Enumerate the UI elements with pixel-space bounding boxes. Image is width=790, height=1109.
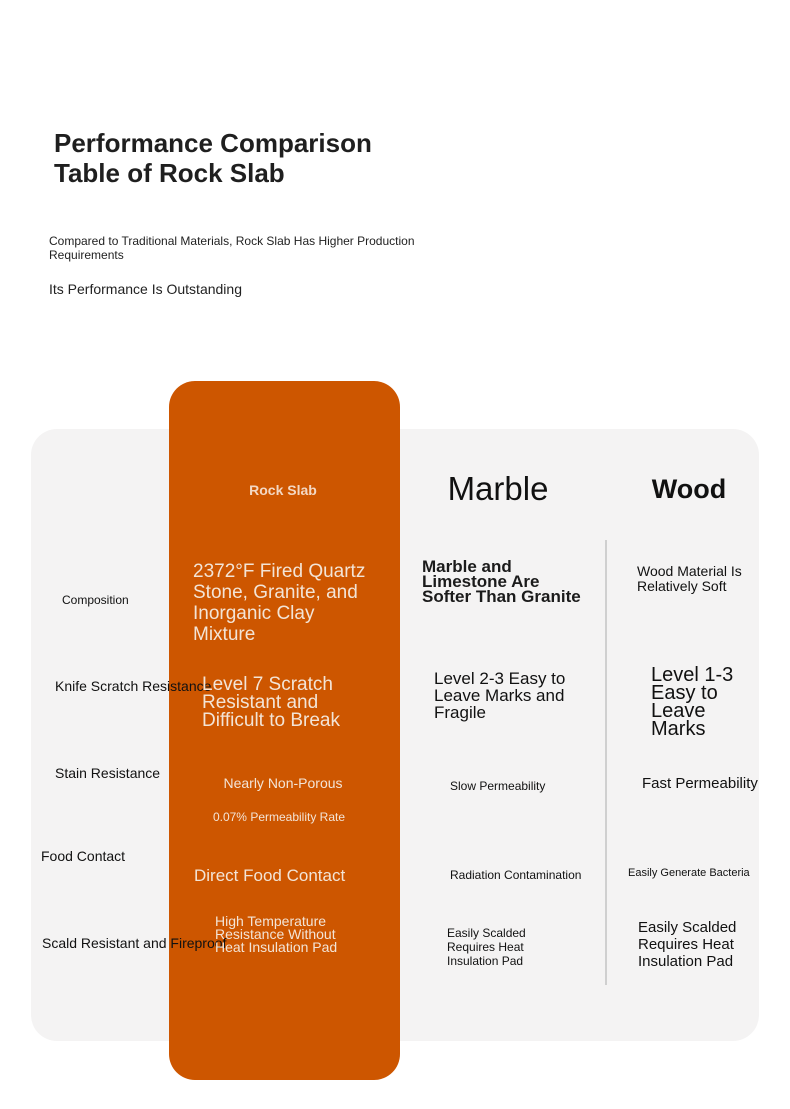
row-label-scald-resistant: Scald Resistant and Fireproof [42,935,227,951]
cell-rock-slab-scald: High Temperature Resistance Without Heat Insulation Pad [215,913,338,955]
cell-wood-composition: Wood Material Is Relatively Soft [637,563,742,594]
column-header-wood: Wood [651,474,727,504]
cell-rock-slab-composition: 2372°F Fired Quartz Stone, Granite, and Inorganic Clay Mixture [193,561,366,645]
cell-marble-stain: Slow Permeability [450,779,546,793]
cell-wood-scald: Easily Scalded Requires Heat Insulation Pad [638,919,737,970]
cell-marble-composition: Marble and Limestone Are Softer Than Granite [422,557,581,606]
cell-rock-slab-stain: Nearly Non-Porous [223,775,343,791]
cell-marble-food-contact: Radiation Contamination [450,868,582,882]
row-label-stain-resistance: Stain Resistance [55,765,161,781]
cell-rock-slab-food-contact: Direct Food Contact [194,866,346,885]
cell-wood-stain: Fast Permeability [642,775,758,792]
cell-marble-scald: Easily Scalded Requires Heat Insulation Pad [447,926,526,968]
subtitle-production-requirements: Compared to Traditional Materials, Rock Slab Has Higher Production Requirements [49,234,415,262]
cell-rock-slab-knife-scratch: Level 7 Scratch Resistant and Difficult to Break [202,674,340,731]
cell-marble-knife-scratch: Level 2-3 Easy to Leave Marks and Fragile [434,669,566,722]
cell-wood-knife-scratch: Level 1-3 Easy to Leave Marks [651,664,734,740]
cell-wood-food-contact: Easily Generate Bacteria [628,867,750,879]
row-label-food-contact: Food Contact [41,848,126,864]
subtitle-performance: Its Performance Is Outstanding [49,281,242,297]
cell-rock-slab-permeability-rate: 0.07% Permeability Rate [212,810,346,824]
row-label-knife-scratch-resistance: Knife Scratch Resistance [55,678,212,694]
column-header-rock-slab: Rock Slab [249,482,317,498]
page-title: Performance Comparison Table of Rock Slab [54,128,372,188]
row-label-composition: Composition [62,593,129,607]
column-divider [605,540,607,985]
column-header-marble: Marble [447,470,549,507]
